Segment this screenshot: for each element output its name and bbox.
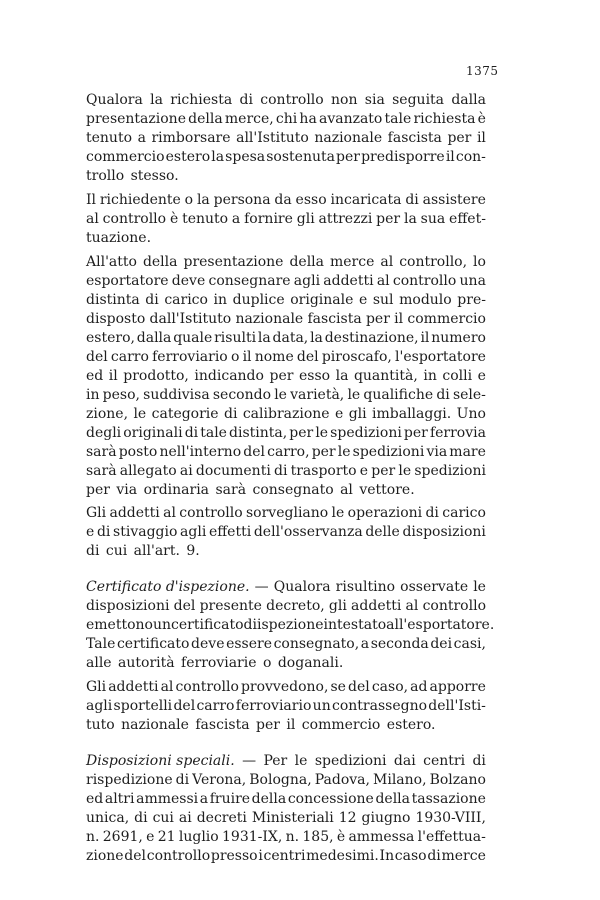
text-line: alle autorità ferroviarie o doganali. — [86, 655, 344, 671]
page-number: 1375 — [466, 64, 499, 78]
text-line: Gli addetti al controllo provvedono, se del caso, ad apporre — [86, 679, 486, 695]
text-line: estero, dalla quale risulti la data, la destinazione, il numero — [86, 330, 486, 346]
text-line: in peso, suddivisa secondo le varietà, le qualifiche di sele- — [86, 387, 486, 403]
text-line: distinta di carico in duplice originale e sul modulo pre- — [86, 292, 486, 308]
text-line: del carro ferroviario o il nome del piroscafo, l'esportatore — [86, 349, 486, 365]
text-line: ed altri ammessi a fruire della concessione della tassazione — [86, 791, 486, 807]
text-line: agli sportelli del carro ferroviario un contrassegno dell'Isti- — [86, 698, 486, 714]
text-line: tuazione. — [86, 230, 152, 246]
text-line: rispedizione di Verona, Bologna, Padova, Milano, Bolzano — [86, 772, 486, 788]
text-line: ed il prodotto, indicando per esso la quantità, in colli e — [86, 368, 486, 384]
text-line: emettono un certificato di ispezione intestato all'esportatore. — [86, 617, 495, 633]
text-line: sarà allegato ai documenti di trasporto e per le spedizioni — [86, 463, 486, 479]
text-line: e di stivaggio agli effetti dell'osservanza delle disposizioni — [86, 524, 486, 540]
text-line: disposizioni del presente decreto, gli addetti al controllo — [86, 598, 486, 614]
text-line: Qualora la richiesta di controllo non sia seguita dalla — [86, 92, 486, 108]
text-line: Gli addetti al controllo sorvegliano le operazioni di carico — [86, 505, 486, 521]
text-line: trollo stesso. — [86, 168, 179, 184]
text-line: tuto nazionale fascista per il commercio estero. — [86, 717, 436, 733]
text-line: n. 2691, e 21 luglio 1931-IX, n. 185, è ammessa l'effettua- — [86, 829, 486, 845]
text-line: unica, di cui ai decreti Ministeriali 12 giugno 1930-VIII, — [86, 810, 486, 826]
text-line: esportatore deve consegnare agli addetti al controllo una — [86, 273, 486, 289]
text-line: Il richiedente o la persona da esso incaricata di assistere — [86, 192, 486, 208]
text-line: Tale certificato deve essere consegnato, a seconda dei casi, — [86, 636, 486, 652]
text-line: Disposizioni speciali. — Per le spedizioni dai centri di — [86, 753, 486, 769]
text-line: All'atto della presentazione della merce al controllo, lo — [86, 254, 486, 270]
text-line: disposto dall'Istituto nazionale fascista per il commercio — [86, 311, 486, 327]
text-line: zione, le categorie di calibrazione e gli imballaggi. Uno — [86, 406, 486, 422]
text-line: sarà posto nell'interno del carro, per le spedizioni via mare — [86, 444, 486, 460]
text-line: degli originali di tale distinta, per le spedizioni per ferrovia — [86, 425, 486, 441]
text-line: commercio estero la spesa sostenuta per predisporre il con- — [86, 149, 486, 165]
text-line: presentazione della merce, chi ha avanzato tale richiesta è — [86, 111, 486, 127]
text-line: Certificato d'ispezione. — Qualora risultino osservate le — [86, 579, 486, 595]
text-line: di cui all'art. 9. — [86, 543, 200, 559]
text-line: tenuto a rimborsare all'Istituto nazionale fascista per il — [86, 130, 486, 146]
text-line: per via ordinaria sarà consegnato al vettore. — [86, 482, 415, 498]
text-line: al controllo è tenuto a fornire gli attrezzi per la sua effet- — [86, 211, 486, 227]
text-line: zione del controllo presso i centri medesimi. In caso di merce — [86, 848, 486, 864]
